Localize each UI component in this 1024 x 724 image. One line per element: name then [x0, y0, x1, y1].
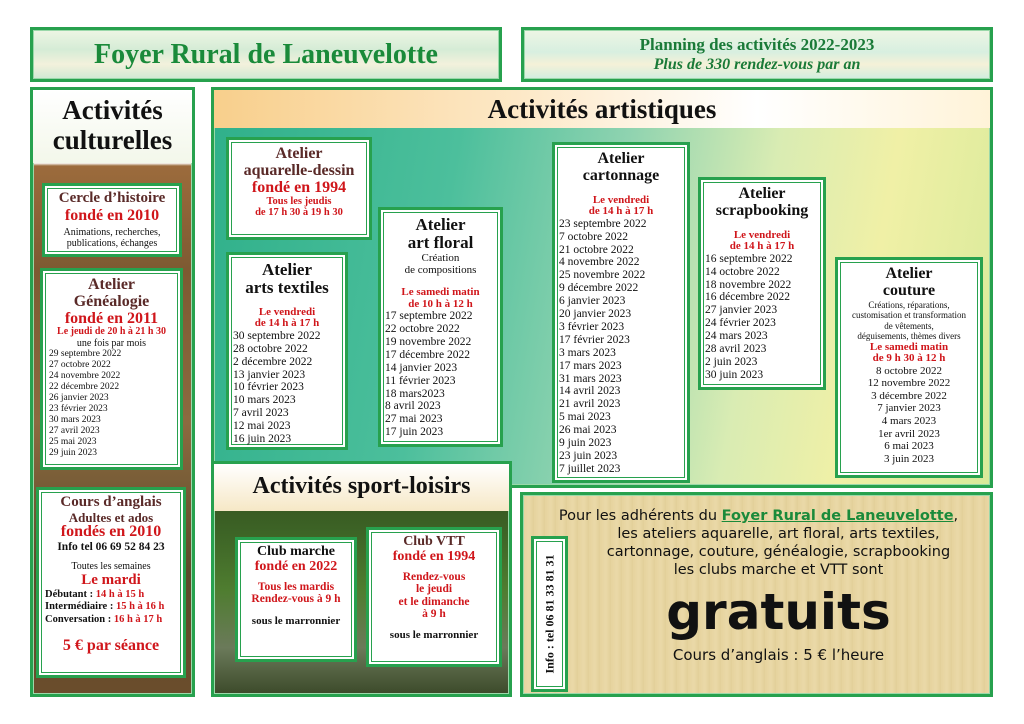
date-item: 17 juin 2023	[385, 426, 444, 439]
card-anglais	[36, 487, 186, 678]
card-title: Atelier	[87, 276, 136, 293]
date-item: 1er avril 2023	[878, 427, 940, 440]
card-founded: fondé en 2010	[64, 206, 160, 224]
card-schedule: de 17 h 30 à 19 h 30	[255, 207, 343, 219]
date-item: 27 mai 2023	[385, 413, 443, 426]
date-item: 10 mars 2023	[233, 394, 296, 407]
level-time: 16 h à 17 h	[113, 613, 163, 625]
date-item: 25 novembre 2022	[559, 269, 646, 282]
card-schedule: le jeudi	[415, 583, 453, 596]
date-item: 27 avril 2023	[49, 426, 100, 437]
heading-line: culturelles	[52, 125, 173, 155]
date-item: 21 avril 2023	[559, 398, 621, 411]
level-time: 14 h à 15 h	[95, 588, 145, 600]
level-item	[45, 601, 179, 614]
level-list	[43, 589, 179, 627]
card-title: arts textiles	[245, 277, 329, 297]
info-phone-box	[531, 536, 568, 692]
card-founded: fondé en 2022	[254, 558, 338, 574]
level-item	[45, 589, 179, 602]
card-schedule: de 14 h à 17 h	[254, 317, 320, 330]
card-aquarelle	[226, 137, 372, 240]
date-item: 7 octobre 2022	[559, 230, 628, 243]
date-item: 7 janvier 2023	[877, 402, 941, 415]
date-item: 16 décembre 2022	[705, 291, 790, 304]
card-title: Atelier	[275, 145, 323, 162]
planning-banner	[521, 27, 993, 82]
card-title: Atelier	[597, 150, 645, 167]
sport-heading: Activités sport-loisirs	[214, 464, 509, 511]
date-item: 16 septembre 2022	[705, 252, 793, 265]
date-item: 6 janvier 2023	[559, 295, 626, 308]
gratuits-line: les clubs marche et VTT sont	[673, 562, 884, 578]
anglais-price: Cours d’anglais : 5 € l’heure	[672, 646, 885, 664]
date-list	[385, 310, 496, 439]
card-schedule: à 9 h	[422, 607, 446, 620]
date-item: 22 octobre 2022	[385, 322, 460, 335]
card-founded: fondé en 2011	[64, 309, 159, 327]
card-genealogie	[40, 268, 183, 470]
card-founded: fondé en 1994	[392, 548, 476, 564]
date-item: 24 mars 2023	[705, 330, 768, 343]
card-schedule: Le vendredi	[258, 305, 316, 318]
date-item: 28 avril 2023	[705, 343, 767, 356]
card-schedule: Le samedi matin	[869, 340, 949, 353]
date-item: 14 octobre 2022	[705, 265, 780, 278]
date-item: 18 mars2023	[385, 387, 445, 400]
price: 5 € par séance	[62, 637, 160, 654]
card-founded: fondé en 1994	[251, 178, 347, 196]
date-item: 6 mai 2023	[884, 440, 934, 453]
card-title: art floral	[407, 232, 474, 252]
date-item: 3 décembre 2022	[871, 389, 947, 402]
card-cartonnage	[552, 142, 690, 483]
date-item: 23 septembre 2022	[559, 217, 647, 230]
date-item: 21 octobre 2022	[559, 243, 634, 256]
date-item: 12 mai 2023	[233, 420, 291, 433]
date-item: 5 mai 2023	[559, 411, 611, 424]
page-title: Foyer Rural de Laneuvelotte	[94, 39, 438, 70]
date-list	[705, 253, 819, 382]
date-item: 24 février 2023	[705, 317, 776, 330]
card-club-vtt	[366, 527, 502, 667]
date-item: 20 janvier 2023	[559, 308, 632, 321]
date-item: 2 juin 2023	[705, 355, 758, 368]
card-desc: déguisements, thèmes divers	[857, 331, 961, 342]
card-schedule: Le vendredi	[592, 193, 650, 206]
card-title: Atelier	[885, 265, 933, 282]
date-item: 24 novembre 2022	[49, 371, 121, 382]
heading-line: Activités	[62, 95, 163, 125]
level-label: Conversation :	[45, 613, 114, 625]
card-desc: Animations, recherches,	[63, 226, 161, 238]
foyer-link[interactable]: Foyer Rural de Laneuvelotte	[721, 508, 954, 524]
gratuits-panel	[520, 492, 993, 697]
date-item: 17 mars 2023	[559, 359, 622, 372]
date-item: 9 juin 2023	[559, 437, 612, 450]
artistiques-heading: Activités artistiques	[214, 90, 990, 128]
card-cercle-histoire	[42, 183, 182, 257]
date-item: 30 septembre 2022	[233, 329, 321, 342]
card-desc: de vêtements,	[884, 320, 934, 331]
date-item: 2 décembre 2022	[233, 355, 313, 368]
date-list	[233, 330, 341, 446]
date-item: 17 février 2023	[559, 333, 630, 346]
date-item: 3 juin 2023	[883, 452, 935, 465]
date-item: 7 juillet 2023	[559, 462, 621, 475]
card-title: Atelier	[415, 215, 466, 234]
date-item: 25 mai 2023	[49, 437, 97, 448]
date-item: 17 septembre 2022	[385, 310, 473, 323]
card-title: Atelier	[738, 185, 786, 202]
card-club-marche	[235, 537, 357, 662]
card-scrapbooking	[698, 177, 826, 390]
card-schedule: de 14 h à 17 h	[729, 240, 795, 253]
card-schedule: Tous les mardis	[257, 581, 335, 594]
date-item: 29 septembre 2022	[49, 349, 122, 360]
card-schedule: de 14 h à 17 h	[588, 205, 654, 218]
date-item: 28 octobre 2022	[233, 342, 308, 355]
card-freq: Toutes les semaines	[71, 561, 151, 573]
card-place: sous le marronnier	[389, 628, 479, 641]
card-schedule: Rendez-vous à 9 h	[251, 593, 341, 606]
card-art-floral	[378, 207, 503, 447]
date-item: 17 décembre 2022	[385, 348, 470, 361]
card-subtitle: Adultes et ados	[68, 509, 154, 525]
level-label: Intermédiaire :	[45, 601, 116, 612]
date-item: 23 février 2023	[49, 404, 108, 415]
date-item: 18 novembre 2022	[705, 278, 792, 291]
date-list	[559, 218, 683, 476]
date-item: 4 mars 2023	[881, 415, 937, 428]
date-item: 31 mars 2023	[559, 372, 622, 385]
gratuits-line: les ateliers aquarelle, art floral, arts textiles,	[617, 526, 940, 542]
card-desc: publications, échanges	[66, 238, 158, 250]
date-item: 30 juin 2023	[705, 368, 764, 381]
card-founded: fondés en 2010	[60, 523, 162, 541]
card-freq: une fois par mois	[76, 337, 147, 349]
card-title: Cercle d’histoire	[58, 190, 166, 206]
date-item: 27 janvier 2023	[705, 304, 778, 317]
card-schedule: Le vendredi	[733, 228, 791, 241]
date-item: 8 avril 2023	[385, 400, 441, 413]
card-place: sous le marronnier	[251, 614, 341, 627]
date-item: 30 mars 2023	[49, 415, 101, 426]
card-title: Atelier	[261, 260, 313, 279]
gratuits-big: gratuits	[666, 583, 891, 641]
level-item	[45, 614, 179, 627]
level-label: Débutant :	[45, 588, 96, 600]
date-item: 7 avril 2023	[233, 407, 289, 420]
date-item: 13 janvier 2023	[233, 368, 306, 381]
card-title: cartonnage	[582, 166, 660, 184]
date-item: 12 novembre 2022	[867, 377, 951, 390]
date-item: 29 juin 2023	[49, 448, 98, 459]
card-title: Club marche	[257, 544, 335, 559]
card-title: Cours d’anglais	[60, 494, 162, 510]
culturelles-heading	[33, 90, 192, 163]
date-item: 9 décembre 2022	[559, 282, 639, 295]
gratuits-line: cartonnage, couture, généalogie, scrapbooking	[606, 544, 951, 560]
phone-info: Info tel 06 69 52 84 23	[57, 541, 165, 554]
comma: ,	[953, 508, 959, 524]
card-desc: Créations, réparations,	[868, 299, 950, 310]
card-arts-textiles	[226, 252, 348, 450]
date-item: 14 avril 2023	[559, 385, 621, 398]
card-schedule: Rendez-vous	[402, 571, 466, 584]
planning-title: Planning des activités 2022-2023	[639, 35, 875, 54]
card-schedule: de 10 h à 12 h	[408, 297, 473, 310]
card-desc: customisation et transformation	[852, 310, 966, 321]
date-list	[47, 349, 176, 459]
date-item: 19 novembre 2022	[385, 335, 472, 348]
gratuits-intro	[523, 507, 990, 525]
card-title: scrapbooking	[715, 201, 809, 219]
date-item: 16 juin 2023	[233, 433, 292, 446]
card-day: Le mardi	[81, 571, 141, 588]
card-schedule: Le samedi matin	[401, 285, 480, 298]
card-title: Généalogie	[73, 292, 150, 310]
date-item: 4 novembre 2022	[559, 256, 640, 269]
date-item: 11 février 2023	[385, 374, 456, 387]
title-banner	[30, 27, 502, 82]
date-item: 27 octobre 2022	[49, 360, 111, 371]
info-phone: Info : tel 06 81 33 81 31	[542, 554, 556, 674]
planning-subtitle: Plus de 330 rendez-vous par an	[653, 56, 861, 73]
date-item: 14 janvier 2023	[385, 361, 458, 374]
card-schedule: de 9 h 30 à 12 h	[872, 352, 946, 365]
date-item: 26 mai 2023	[559, 424, 617, 437]
date-item: 8 octobre 2022	[876, 364, 942, 377]
date-item: 22 décembre 2022	[49, 382, 120, 393]
card-couture	[835, 257, 983, 478]
card-schedule: et le dimanche	[398, 595, 470, 608]
card-title: couture	[882, 281, 936, 299]
card-title: aquarelle-dessin	[243, 161, 355, 179]
card-title: Club VTT	[403, 534, 465, 549]
date-list	[842, 365, 976, 466]
date-item: 10 février 2023	[233, 381, 304, 394]
level-time: 15 h à 16 h	[115, 601, 165, 612]
card-schedule: Le jeudi de 20 h à 21 h 30	[57, 326, 166, 338]
date-item: 23 juin 2023	[559, 450, 618, 462]
date-item: 3 mars 2023	[559, 346, 616, 359]
card-desc: de compositions	[404, 264, 477, 277]
intro-text: Pour les adhérents du	[558, 508, 722, 524]
card-desc: Création	[421, 251, 460, 264]
card-schedule: Tous les jeudis	[266, 196, 332, 208]
date-item: 26 janvier 2023	[49, 393, 109, 404]
date-item: 3 février 2023	[559, 320, 625, 333]
